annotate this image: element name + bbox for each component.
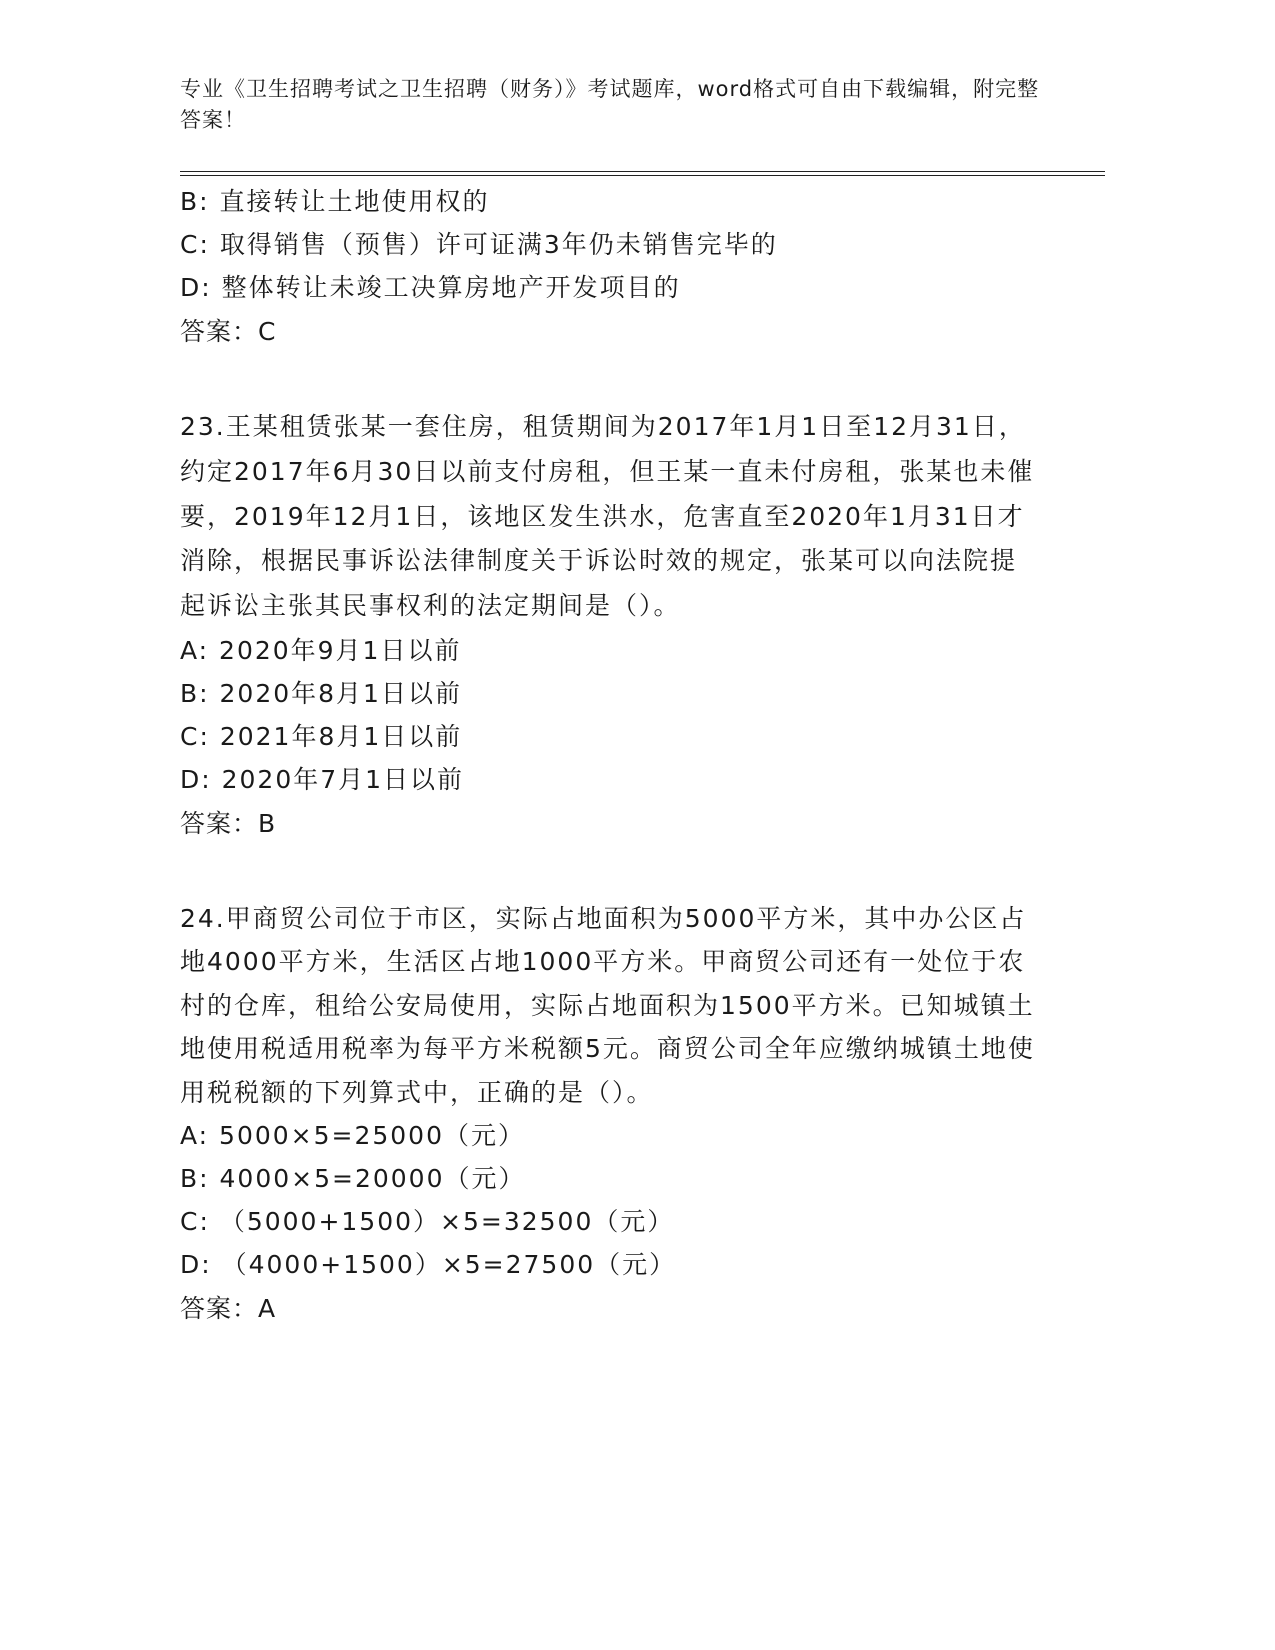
document-header (180, 74, 1060, 136)
answer-line: 答案：C (180, 317, 277, 346)
header-divider (180, 171, 1105, 176)
document-body (180, 180, 1040, 1332)
option-c: C: （5000+1500）×5=32500（元） (180, 1207, 675, 1237)
option-b: B: 2020年8月1日以前 (180, 678, 462, 708)
option-c: C: 取得销售（预售）许可证满3年仍未销售完毕的 (180, 230, 778, 259)
option-b: B: 4000×5=20000（元） (180, 1164, 526, 1194)
question-23 (180, 405, 1040, 847)
question-24 (180, 897, 1040, 1333)
option-a: A: 5000×5=25000（元） (180, 1121, 525, 1151)
question-text: 23.王某租赁张某一套住房，租赁期间为2017年1月1日至12月31日，约定2017年6月30日以前支付房租，但王某一直未付房租，张某也未催要，2019年12月1日，该地区发生洪水，危害直至2020年1月31日才消除，根据民事诉讼法律制度关于诉讼时效的规定，张某可以向法院提起诉讼主张其民事权利的法定期间是（）。 (180, 412, 1035, 621)
option-d: D: （4000+1500）×5=27500（元） (180, 1250, 677, 1280)
option-a: A: 2020年9月1日以前 (180, 635, 462, 665)
option-c: C: 2021年8月1日以前 (180, 721, 463, 751)
answer-line: 答案：B (180, 808, 277, 838)
previous-question (180, 180, 1040, 355)
header-text: 专业《卫生招聘考试之卫生招聘（财务）》考试题库，word格式可自由下载编辑，附完整答案！ (180, 77, 1040, 132)
option-d: D: 整体转让未竣工决算房地产开发项目的 (180, 273, 681, 302)
option-d: D: 2020年7月1日以前 (180, 764, 465, 794)
answer-line: 答案：A (180, 1294, 277, 1324)
option-b: B: 直接转让土地使用权的 (180, 187, 490, 216)
question-text: 24.甲商贸公司位于市区，实际占地面积为5000平方米，其中办公区占地4000平方米，生活区占地1000平方米。甲商贸公司还有一处位于农村的仓库，租给公安局使用，实际占地面积为1500平方米。已知城镇土地使用税适用税率为每平方米税额5元。商贸公司全年应缴纳城镇土地使用税税额的下列算式中，正确的是（）。 (180, 903, 1035, 1107)
